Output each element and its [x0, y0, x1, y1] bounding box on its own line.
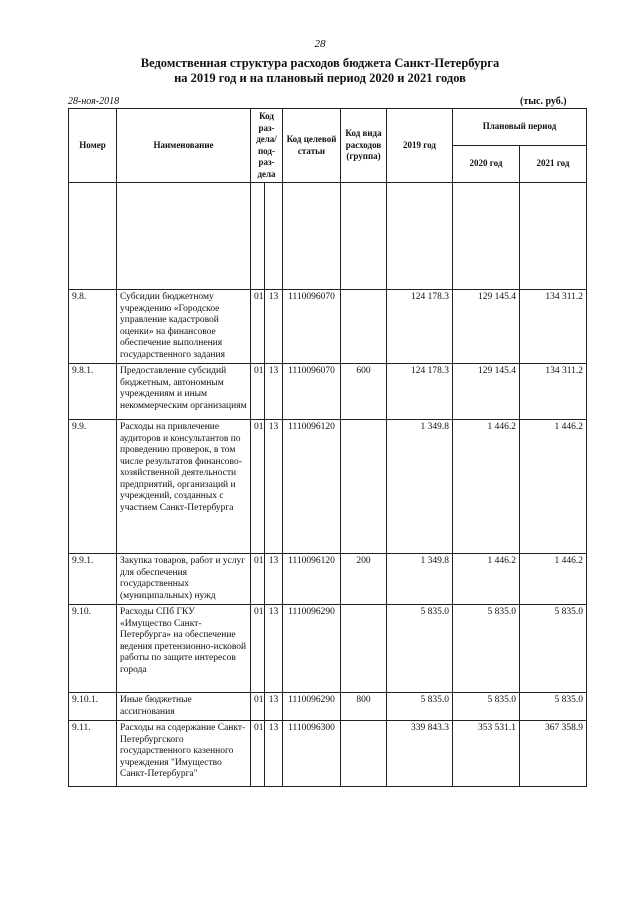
row-amount-2020: 129 145.4 — [453, 290, 520, 364]
table-row — [69, 420, 587, 554]
row-number: 9.10. — [69, 605, 117, 693]
row-number: 9.8. — [69, 290, 117, 364]
row-type: 200 — [341, 554, 387, 605]
row-section: 01 — [251, 290, 265, 364]
row-amount-2019: 1 349.8 — [387, 420, 453, 554]
row-target: 1110096070 — [283, 290, 341, 364]
title-line-2: на 2019 год и на плановый период 2020 и 2021 годов — [174, 71, 466, 85]
header-type: Код вида расходов (группа) — [341, 109, 387, 183]
row-name: Субсидии бюджетному учреждению «Городское управление кадастровой оценки» на финансовое обеспечение выполнения государственного задания — [117, 290, 251, 364]
row-amount-2020: 353 531.1 — [453, 721, 520, 787]
row-amount-2020: 129 145.4 — [453, 364, 520, 420]
header-section: Код раз- дела/ под- раз- дела — [251, 109, 283, 183]
table-row — [69, 693, 587, 721]
row-target: 1110096290 — [283, 693, 341, 721]
table-row — [69, 364, 587, 420]
row-type — [341, 721, 387, 787]
row-amount-2021: 367 358.9 — [520, 721, 587, 787]
row-name: Расходы на содержание Санкт-Петербургского государственного казенного учреждения "Имущество Санкт-Петербурга" — [117, 721, 251, 787]
row-amount-2021: 1 446.2 — [520, 554, 587, 605]
row-subsection: 13 — [265, 364, 283, 420]
row-amount-2020: 1 446.2 — [453, 420, 520, 554]
row-number: 9.9.1. — [69, 554, 117, 605]
row-name: Иные бюджетные ассигнования — [117, 693, 251, 721]
page-number: 28 — [314, 38, 326, 50]
row-target: 1110096290 — [283, 605, 341, 693]
row-amount-2021: 5 835.0 — [520, 693, 587, 721]
row-section: 01 — [251, 420, 265, 554]
table-row — [69, 290, 587, 364]
row-section: 01 — [251, 605, 265, 693]
row-section: 01 — [251, 693, 265, 721]
row-target: 1110096300 — [283, 721, 341, 787]
row-name: Закупка товаров, работ и услуг для обеспечения государственных (муниципальных) нужд — [117, 554, 251, 605]
row-subsection: 13 — [265, 693, 283, 721]
row-name: Предоставление субсидий бюджетным, автономным учреждениям и иным некоммерческим организациям — [117, 364, 251, 420]
row-amount-2019: 5 835.0 — [387, 605, 453, 693]
row-amount-2021: 134 311.2 — [520, 290, 587, 364]
row-type: 600 — [341, 364, 387, 420]
row-amount-2021: 134 311.2 — [520, 364, 587, 420]
row-number: 9.8.1. — [69, 364, 117, 420]
row-target: 1110096120 — [283, 554, 341, 605]
row-amount-2021: 1 446.2 — [520, 420, 587, 554]
header-2021: 2021 год — [520, 146, 587, 183]
table-row — [69, 554, 587, 605]
row-target: 1110096120 — [283, 420, 341, 554]
header-target: Код целевой статьи — [283, 109, 341, 183]
header-spacer — [69, 183, 587, 290]
row-amount-2021: 5 835.0 — [520, 605, 587, 693]
row-amount-2019: 5 835.0 — [387, 693, 453, 721]
table-header — [69, 109, 587, 290]
document-title — [0, 56, 640, 86]
budget-table — [68, 108, 587, 787]
row-section: 01 — [251, 364, 265, 420]
row-type — [341, 605, 387, 693]
title-line-1: Ведомственная структура расходов бюджета Санкт-Петербурга — [140, 56, 500, 70]
row-name: Расходы на привлечение аудиторов и консультантов по проведению проверок, в том числе результатов финансово-хозяйственной деятельности предприятий, организаций и учреждений, созданных с участием Санкт-Петербурга — [117, 420, 251, 554]
row-section: 01 — [251, 721, 265, 787]
row-subsection: 13 — [265, 554, 283, 605]
document-date: 28-ноя-2018 — [68, 96, 120, 107]
units-label: (тыс. руб.) — [520, 96, 567, 107]
row-amount-2019: 124 178.3 — [387, 364, 453, 420]
row-section: 01 — [251, 554, 265, 605]
row-type — [341, 420, 387, 554]
row-number: 9.9. — [69, 420, 117, 554]
row-subsection: 13 — [265, 290, 283, 364]
table-row — [69, 721, 587, 787]
row-target: 1110096070 — [283, 364, 341, 420]
header-2019: 2019 год — [387, 109, 453, 183]
table-row — [69, 605, 587, 693]
row-name: Расходы СПб ГКУ «Имущество Санкт-Петербурга» на обеспечение ведения претензионно-исковой работы по защите интересов города — [117, 605, 251, 693]
row-subsection: 13 — [265, 721, 283, 787]
row-subsection: 13 — [265, 605, 283, 693]
header-number: Номер — [69, 109, 117, 183]
row-amount-2019: 339 843.3 — [387, 721, 453, 787]
row-number: 9.10.1. — [69, 693, 117, 721]
header-name: Наименование — [117, 109, 251, 183]
header-2020: 2020 год — [453, 146, 520, 183]
row-amount-2020: 5 835.0 — [453, 605, 520, 693]
row-type — [341, 290, 387, 364]
row-type: 800 — [341, 693, 387, 721]
row-number: 9.11. — [69, 721, 117, 787]
header-planned-period: Плановый период — [453, 109, 587, 146]
row-amount-2019: 124 178.3 — [387, 290, 453, 364]
row-amount-2019: 1 349.8 — [387, 554, 453, 605]
row-subsection: 13 — [265, 420, 283, 554]
row-amount-2020: 5 835.0 — [453, 693, 520, 721]
row-amount-2020: 1 446.2 — [453, 554, 520, 605]
table-body — [69, 290, 587, 787]
